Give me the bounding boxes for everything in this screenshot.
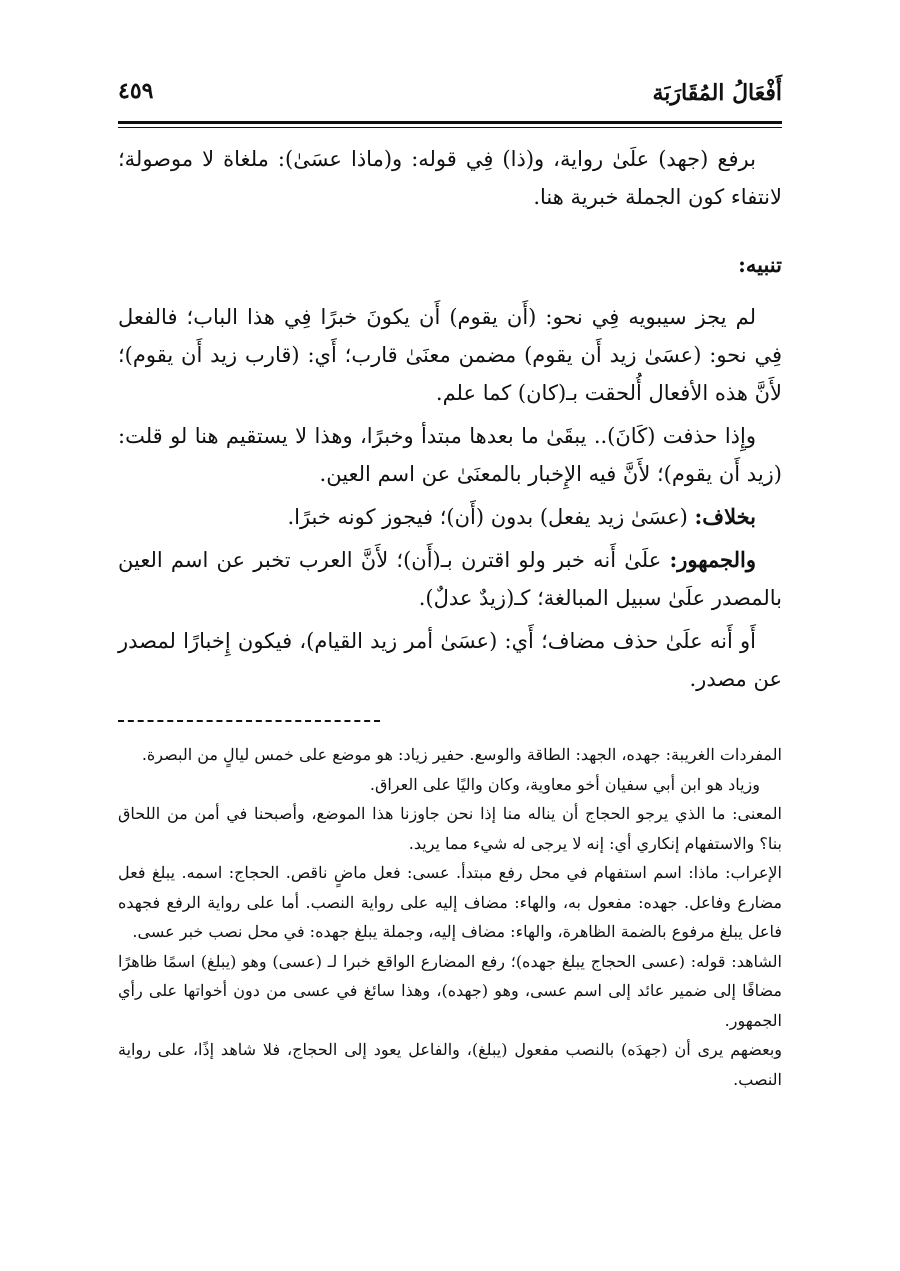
chapter-title: أَفْعَالُ المُقَارَبَة xyxy=(652,80,782,106)
keyword-khilaf: بخلاف: xyxy=(694,504,756,529)
page-number: ٤٥٩ xyxy=(118,78,154,104)
page-header xyxy=(118,80,782,120)
keyword-jumhur: والجمهور: xyxy=(669,547,756,572)
note-parsing: الإعراب: ماذا: اسم استفهام في محل رفع مبتدأ. عسى: فعل ماضٍ ناقص. الحجاج: اسمه. يبلغ فعل مضارع وفاعل. جهده: مفعول به، والهاء: مضاف إليه على رواية النصب. أما على رواية الرفع فجهده فاعل يبلغ مرفوع بالضمة الظاهرة، والهاء: مضاف إليه، وجملة يبلغ جهده: في محل نصب خبر عسى. xyxy=(118,863,782,941)
header-rule-thin xyxy=(118,127,782,128)
note-vocabulary-cont: وزياد هو ابن أبي سفيان أخو معاوية، وكان واليًا على العراق. xyxy=(369,774,760,794)
paragraph-3: وإِذا حذفت (كَانَ).. يبقَىٰ ما بعدها مبتدأ وخبرًا، وهذا لا يستقيم هنا لو قلت: (زيد أَن يقوم)؛ لأَنَّ فيه الإِخبار بالمعنَىٰ عن اسم العين. xyxy=(118,424,782,486)
footnotes xyxy=(118,740,782,1094)
section-heading: تنبيه: xyxy=(738,252,782,277)
main-text xyxy=(118,140,782,703)
paragraph-4 xyxy=(118,498,782,536)
paragraph-5-text: علَىٰ أَنه خبر ولو اقترن بـ(أَن)؛ لأَنَّ العرب تخبر عن اسم العين بالمصدر علَىٰ سبيل المبالغة؛ كـ(زيدٌ عدلٌ). xyxy=(118,548,782,610)
paragraph-5 xyxy=(118,541,782,617)
note-meaning: المعنى: ما الذي يرجو الحجاج أن يناله منا إذا نحن جاوزنا هذا الموضع، وأصبحنا في أمن من اللحاق بنا؟ والاستفهام إنكاري أي: إنه لا يرجى له شيء مما يريد. xyxy=(118,804,782,853)
paragraph-2: لم يجز سيبويه فِي نحو: (أَن يقوم) أَن يكونَ خبرًا فِي هذا الباب؛ فالفعل فِي نحو: (عسَىٰ زيد أَن يقوم) مضمن معنَىٰ قارب؛ أَي: (قارب زيد أَن يقوم)؛ لأَنَّ هذه الأفعال أُلحقت بـ(كان) كما علم. xyxy=(118,305,782,405)
footnote-separator xyxy=(118,720,380,722)
header-rule-thick xyxy=(118,121,782,124)
paragraph-1: برفع (جهد) علَىٰ رواية، و(ذا) فِي قوله: و(ماذا عسَىٰ): ملغاة لا موصولة؛ لانتفاء كون الجملة خبرية هنا. xyxy=(118,147,782,209)
paragraph-6: أَو أَنه علَىٰ حذف مضاف؛ أَي: (عسَىٰ أمر زيد القيام)، فيكون إِخبارًا لمصدر عن مصدر. xyxy=(118,629,782,691)
note-vocabulary: المفردات الغريبة: جهده، الجهد: الطاقة والوسع. حفير زياد: هو موضع على خمس ليالٍ من البصرة. xyxy=(141,745,782,764)
note-evidence: الشاهد: قوله: (عسى الحجاج يبلغ جهده)؛ رفع المضارع الواقع خبرا لـ (عسى) وهو (يبلغ) اسمًا ظاهرًا مضافًا إلى ضمير عائد إلى اسم عسى، وهو (جهده)، وهذا سائغ في عسى من دون أخواتها على رأي الجمهور. xyxy=(118,951,783,1030)
paragraph-4-text: (عسَىٰ زيد يفعل) بدون (أَن)؛ فيجوز كونه خبرًا. xyxy=(287,505,695,529)
note-alternative: وبعضهم يرى أن (جهدَه) بالنصب مفعول (يبلغ)، والفاعل يعود إلى الحجاج، فلا شاهد إذًا، على رواية النصب. xyxy=(118,1040,783,1089)
